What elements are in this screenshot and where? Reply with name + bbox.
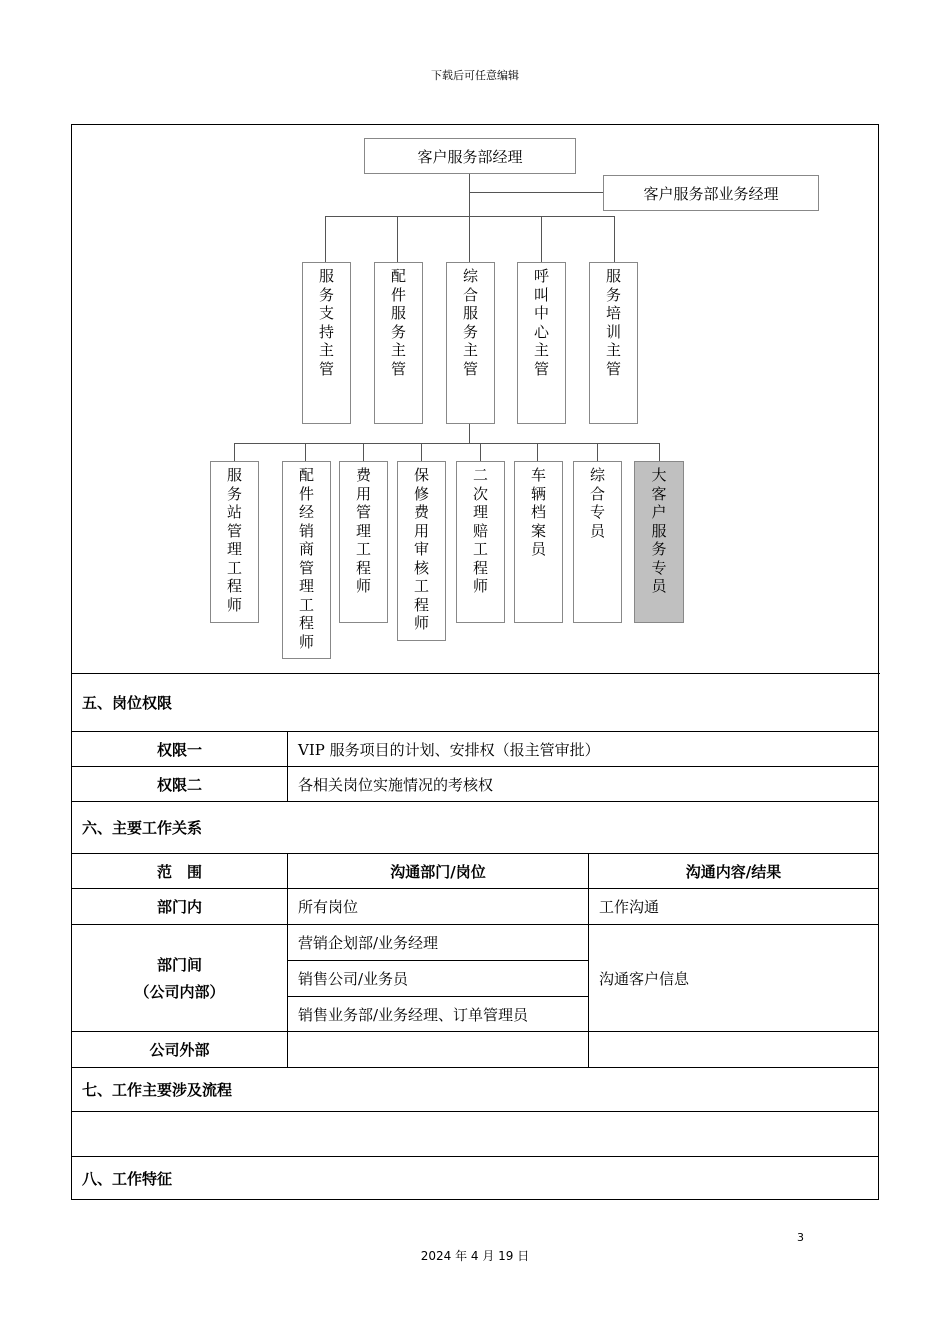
- scope-label: 公司外部: [149, 1041, 210, 1059]
- authority-value: 各相关岗位实施情况的考核权: [298, 775, 494, 794]
- section7-header: [72, 1067, 878, 1111]
- authority-row: [72, 766, 878, 801]
- content-value: [589, 1032, 878, 1067]
- org-box-level2: [302, 262, 351, 424]
- org-box-level3: [456, 461, 505, 623]
- org-box-label: 配件服务主管: [390, 267, 406, 378]
- authority-value: VIP 服务项目的计划、安排权（报主管审批）: [298, 740, 600, 759]
- scope-label-block: [72, 925, 287, 1031]
- footer-date: 2024 年 4 月 19 日: [420, 1249, 530, 1263]
- org-box-level3: [282, 461, 331, 659]
- org-box-level3-highlighted: [634, 461, 684, 623]
- content-value: 工作沟通: [599, 898, 660, 916]
- org-box-level3: [339, 461, 388, 623]
- org-box-label: 大客户服务专员: [651, 466, 667, 595]
- col-header-content: 沟通内容/结果: [685, 862, 782, 881]
- section-title: 八、工作特征: [82, 1170, 173, 1188]
- org-box-label: 费用管理工程师: [355, 466, 371, 595]
- relations-header-row: [72, 853, 878, 888]
- org-box-level3: [210, 461, 259, 623]
- section5-header: [72, 674, 878, 731]
- org-box-label: 保修费用审核工程师: [413, 466, 429, 632]
- org-box-label: 综合专员: [589, 466, 605, 540]
- authority-label: 权限二: [156, 775, 202, 794]
- org-box-label: 服务站管理工程师: [226, 466, 242, 614]
- col-header-dept: 沟通部门/岗位: [390, 862, 486, 881]
- org-box-label: 车辆档案员: [530, 466, 546, 558]
- org-box-label: 综合服务主管: [462, 267, 478, 378]
- scope-label: 部门间: [156, 956, 202, 974]
- org-box-label: 服务支持主管: [318, 267, 334, 378]
- org-box-label: 配件经销商管理工程师: [298, 466, 314, 651]
- org-box-label: 服务培训主管: [605, 267, 621, 378]
- section-title: 六、主要工作关系: [82, 819, 203, 837]
- org-box-level2: [517, 262, 566, 424]
- org-box-level2: [446, 262, 495, 424]
- dept-value: 销售公司/业务员: [298, 970, 409, 988]
- org-box-business-manager: 客户服务部业务经理: [603, 175, 819, 211]
- header-note: 下载后可任意编辑: [431, 69, 519, 82]
- relations-row-internal: [72, 888, 878, 924]
- relations-row-between: [72, 924, 878, 1031]
- org-box-level3: [514, 461, 563, 623]
- org-box-level3: [397, 461, 446, 641]
- authority-row: [72, 731, 878, 766]
- org-box-level2: [374, 262, 423, 424]
- col-header-scope: 范 围: [156, 862, 202, 881]
- section-body: [72, 1112, 878, 1156]
- section-title: 五、岗位权限: [82, 694, 173, 712]
- scope-label: 部门内: [156, 898, 202, 916]
- document-frame: [71, 124, 879, 1200]
- org-box-level3: [573, 461, 622, 623]
- section8-header: [72, 1156, 878, 1200]
- relations-row-external: [72, 1031, 878, 1067]
- dept-value: 营销企划部/业务经理: [298, 934, 439, 952]
- org-box-manager: 客户服务部经理: [364, 138, 576, 174]
- section6-header: [72, 801, 878, 853]
- dept-value: 销售业务部/业务经理、订单管理员: [298, 1006, 529, 1024]
- org-chart: [72, 125, 880, 674]
- org-box-label: 二次理赔工程师: [472, 466, 488, 595]
- org-box-level2: [589, 262, 638, 424]
- section-title: 七、工作主要涉及流程: [82, 1081, 233, 1099]
- content-value: 沟通客户信息: [599, 969, 690, 988]
- org-box-label: 呼叫中心主管: [533, 267, 549, 378]
- dept-value: 所有岗位: [298, 898, 359, 916]
- section7-body: [72, 1111, 878, 1156]
- page-number: 3: [797, 1231, 804, 1244]
- dept-value: [288, 1032, 588, 1067]
- scope-sublabel: （公司内部）: [134, 983, 225, 1001]
- authority-label: 权限一: [156, 740, 202, 759]
